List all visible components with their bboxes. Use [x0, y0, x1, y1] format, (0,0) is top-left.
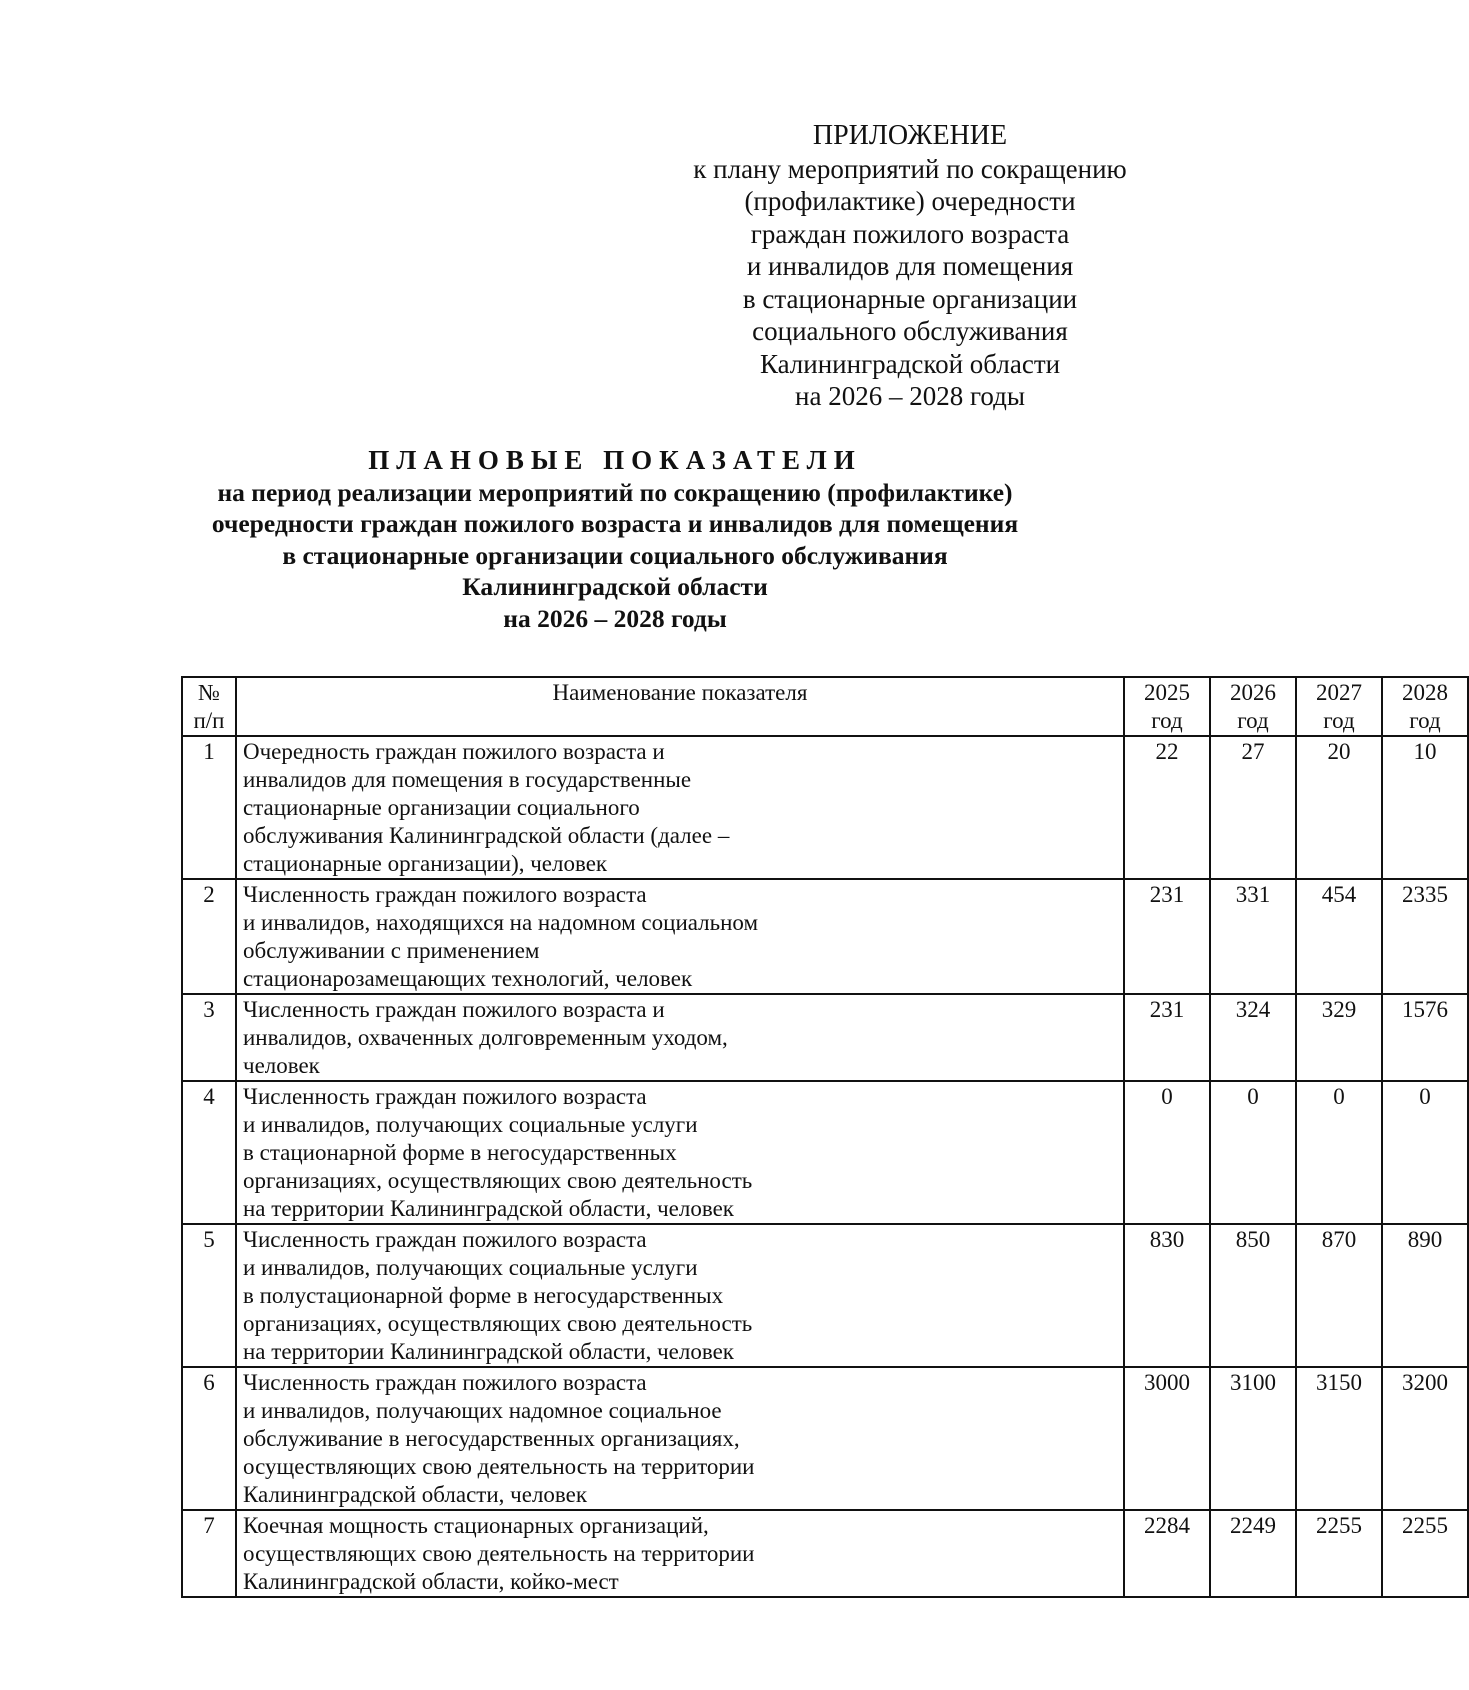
value-2026: 3100 [1210, 1367, 1296, 1510]
header-year-line: 2028 [1402, 680, 1448, 705]
indicator-name-line: на территории Калининградской области, человек [243, 1339, 734, 1364]
indicator-name [236, 1367, 1124, 1510]
document-heading [150, 445, 1080, 634]
indicator-name-line: Численность граждан пожилого возраста [243, 1084, 647, 1109]
appendix-line: (профилактике) очередности [744, 186, 1076, 216]
row-number: 6 [182, 1367, 236, 1510]
value-2027: 2255 [1296, 1510, 1382, 1597]
row-number: 3 [182, 994, 236, 1081]
value-2025: 22 [1124, 736, 1210, 879]
header-number-line: п/п [193, 708, 225, 733]
heading-line: на период реализации мероприятий по сокращению (профилактике) [217, 477, 1013, 507]
value-2026: 2249 [1210, 1510, 1296, 1597]
value-2028: 3200 [1382, 1367, 1468, 1510]
appendix-line: граждан пожилого возраста [750, 218, 1070, 249]
appendix-title: ПРИЛОЖЕНИЕ [812, 120, 1008, 151]
appendix-line: на 2026 – 2028 годы [795, 381, 1025, 411]
indicator-name-line: в стационарной форме в негосударственных [243, 1140, 677, 1165]
row-number: 5 [182, 1224, 236, 1367]
value-2028: 0 [1382, 1081, 1468, 1224]
indicator-name-line: осуществляющих свою деятельность на территории [243, 1541, 755, 1566]
value-2026: 850 [1210, 1224, 1296, 1367]
indicator-name-line: Очередность граждан пожилого возраста и [243, 739, 665, 764]
value-2025: 3000 [1124, 1367, 1210, 1510]
indicator-name-line: Калининградской области, человек [243, 1482, 588, 1507]
indicator-name [236, 1510, 1124, 1597]
table-row [182, 1081, 1468, 1224]
value-2028: 2255 [1382, 1510, 1468, 1597]
indicator-name [236, 736, 1124, 879]
appendix-line: в стационарные организации [742, 283, 1078, 314]
indicator-name-line: человек [243, 1053, 320, 1078]
header-year-2026 [1210, 677, 1296, 736]
header-year-2028 [1382, 677, 1468, 736]
indicator-name-line: и инвалидов, получающих социальные услуги [243, 1112, 698, 1137]
header-year-line: год [1237, 708, 1269, 733]
indicator-name-line: осуществляющих свою деятельность на территории [243, 1454, 755, 1479]
table-body [182, 736, 1468, 1597]
heading-line: на 2026 – 2028 годы [503, 603, 727, 633]
heading-line: в стационарные организации социального обслуживания [282, 540, 948, 570]
indicator-name-line: стационарные организации), человек [243, 851, 608, 876]
value-2025: 2284 [1124, 1510, 1210, 1597]
indicator-name-line: инвалидов для помещения в государственные [243, 767, 692, 792]
header-year-2027 [1296, 677, 1382, 736]
indicator-name [236, 1224, 1124, 1367]
indicator-name-line: и инвалидов, получающих социальные услуги [243, 1255, 698, 1280]
value-2027: 329 [1296, 994, 1382, 1081]
heading-line: очередности граждан пожилого возраста и инвалидов для помещения [211, 509, 1019, 538]
value-2028: 10 [1382, 736, 1468, 879]
heading-title: ПЛАНОВЫЕ ПОКАЗАТЕЛИ [368, 445, 862, 475]
indicator-name-line: Численность граждан пожилого возраста [243, 1227, 647, 1252]
indicator-name [236, 879, 1124, 994]
header-year-line: год [1409, 708, 1441, 733]
appendix-block [660, 120, 1160, 413]
header-indicator-name: Наименование показателя [236, 677, 1124, 736]
heading-line: Калининградской области [462, 572, 768, 601]
indicators-table [181, 676, 1469, 1598]
value-2028: 890 [1382, 1224, 1468, 1367]
appendix-line: и инвалидов для помещения [746, 251, 1074, 281]
appendix-line: Калининградской области [759, 348, 1061, 379]
row-number: 2 [182, 879, 236, 994]
indicator-name-line: Численность граждан пожилого возраста и [243, 997, 665, 1022]
indicator-name-line: в полустационарной форме в негосударственных [243, 1283, 724, 1308]
table-row [182, 879, 1468, 994]
table-row [182, 736, 1468, 879]
value-2026: 0 [1210, 1081, 1296, 1224]
indicator-name-line: Численность граждан пожилого возраста [243, 882, 647, 907]
header-number [182, 677, 236, 736]
value-2025: 830 [1124, 1224, 1210, 1367]
value-2027: 3150 [1296, 1367, 1382, 1510]
appendix-line: социального обслуживания [752, 316, 1068, 346]
row-number: 1 [182, 736, 236, 879]
value-2028: 2335 [1382, 879, 1468, 994]
value-2026: 27 [1210, 736, 1296, 879]
value-2027: 454 [1296, 879, 1382, 994]
header-year-line: год [1323, 708, 1355, 733]
value-2027: 20 [1296, 736, 1382, 879]
indicator-name-line: на территории Калининградской области, человек [243, 1196, 734, 1221]
row-number: 4 [182, 1081, 236, 1224]
indicator-name-line: и инвалидов, находящихся на надомном социальном [243, 910, 759, 935]
value-2026: 324 [1210, 994, 1296, 1081]
indicator-name-line: и инвалидов, получающих надомное социальное [243, 1398, 722, 1423]
indicator-name-line: стационарозамещающих технологий, человек [243, 966, 693, 991]
indicator-name [236, 994, 1124, 1081]
value-2025: 231 [1124, 879, 1210, 994]
table-row [182, 994, 1468, 1081]
header-year-line: 2026 [1230, 680, 1276, 705]
indicator-name-line: Численность граждан пожилого возраста [243, 1370, 647, 1395]
indicator-name-line: организациях, осуществляющих свою деятельность [243, 1311, 753, 1336]
value-2028: 1576 [1382, 994, 1468, 1081]
value-2026: 331 [1210, 879, 1296, 994]
value-2025: 231 [1124, 994, 1210, 1081]
table-header-row [182, 677, 1468, 736]
indicator-name-line: инвалидов, охваченных долговременным уходом, [243, 1025, 728, 1050]
table-row [182, 1224, 1468, 1367]
header-year-line: год [1151, 708, 1183, 733]
header-year-line: 2027 [1316, 680, 1362, 705]
header-year-2025 [1124, 677, 1210, 736]
header-number-line: № [198, 680, 220, 705]
appendix-line: к плану мероприятий по сокращению [693, 153, 1127, 184]
indicator-name-line: обслуживании с применением [243, 938, 540, 963]
row-number: 7 [182, 1510, 236, 1597]
value-2027: 870 [1296, 1224, 1382, 1367]
header-year-line: 2025 [1144, 680, 1190, 705]
indicator-name-line: обслуживание в негосударственных организациях, [243, 1426, 740, 1451]
value-2025: 0 [1124, 1081, 1210, 1224]
value-2027: 0 [1296, 1081, 1382, 1224]
indicator-name-line: обслуживания Калининградской области (далее – [243, 823, 730, 848]
table-row [182, 1510, 1468, 1597]
table-row [182, 1367, 1468, 1510]
indicator-name [236, 1081, 1124, 1224]
indicator-name-line: Коечная мощность стационарных организаций, [243, 1513, 709, 1538]
indicator-name-line: стационарные организации социального [243, 795, 640, 820]
indicator-name-line: организациях, осуществляющих свою деятельность [243, 1168, 753, 1193]
indicator-name-line: Калининградской области, койко-мест [243, 1569, 619, 1594]
